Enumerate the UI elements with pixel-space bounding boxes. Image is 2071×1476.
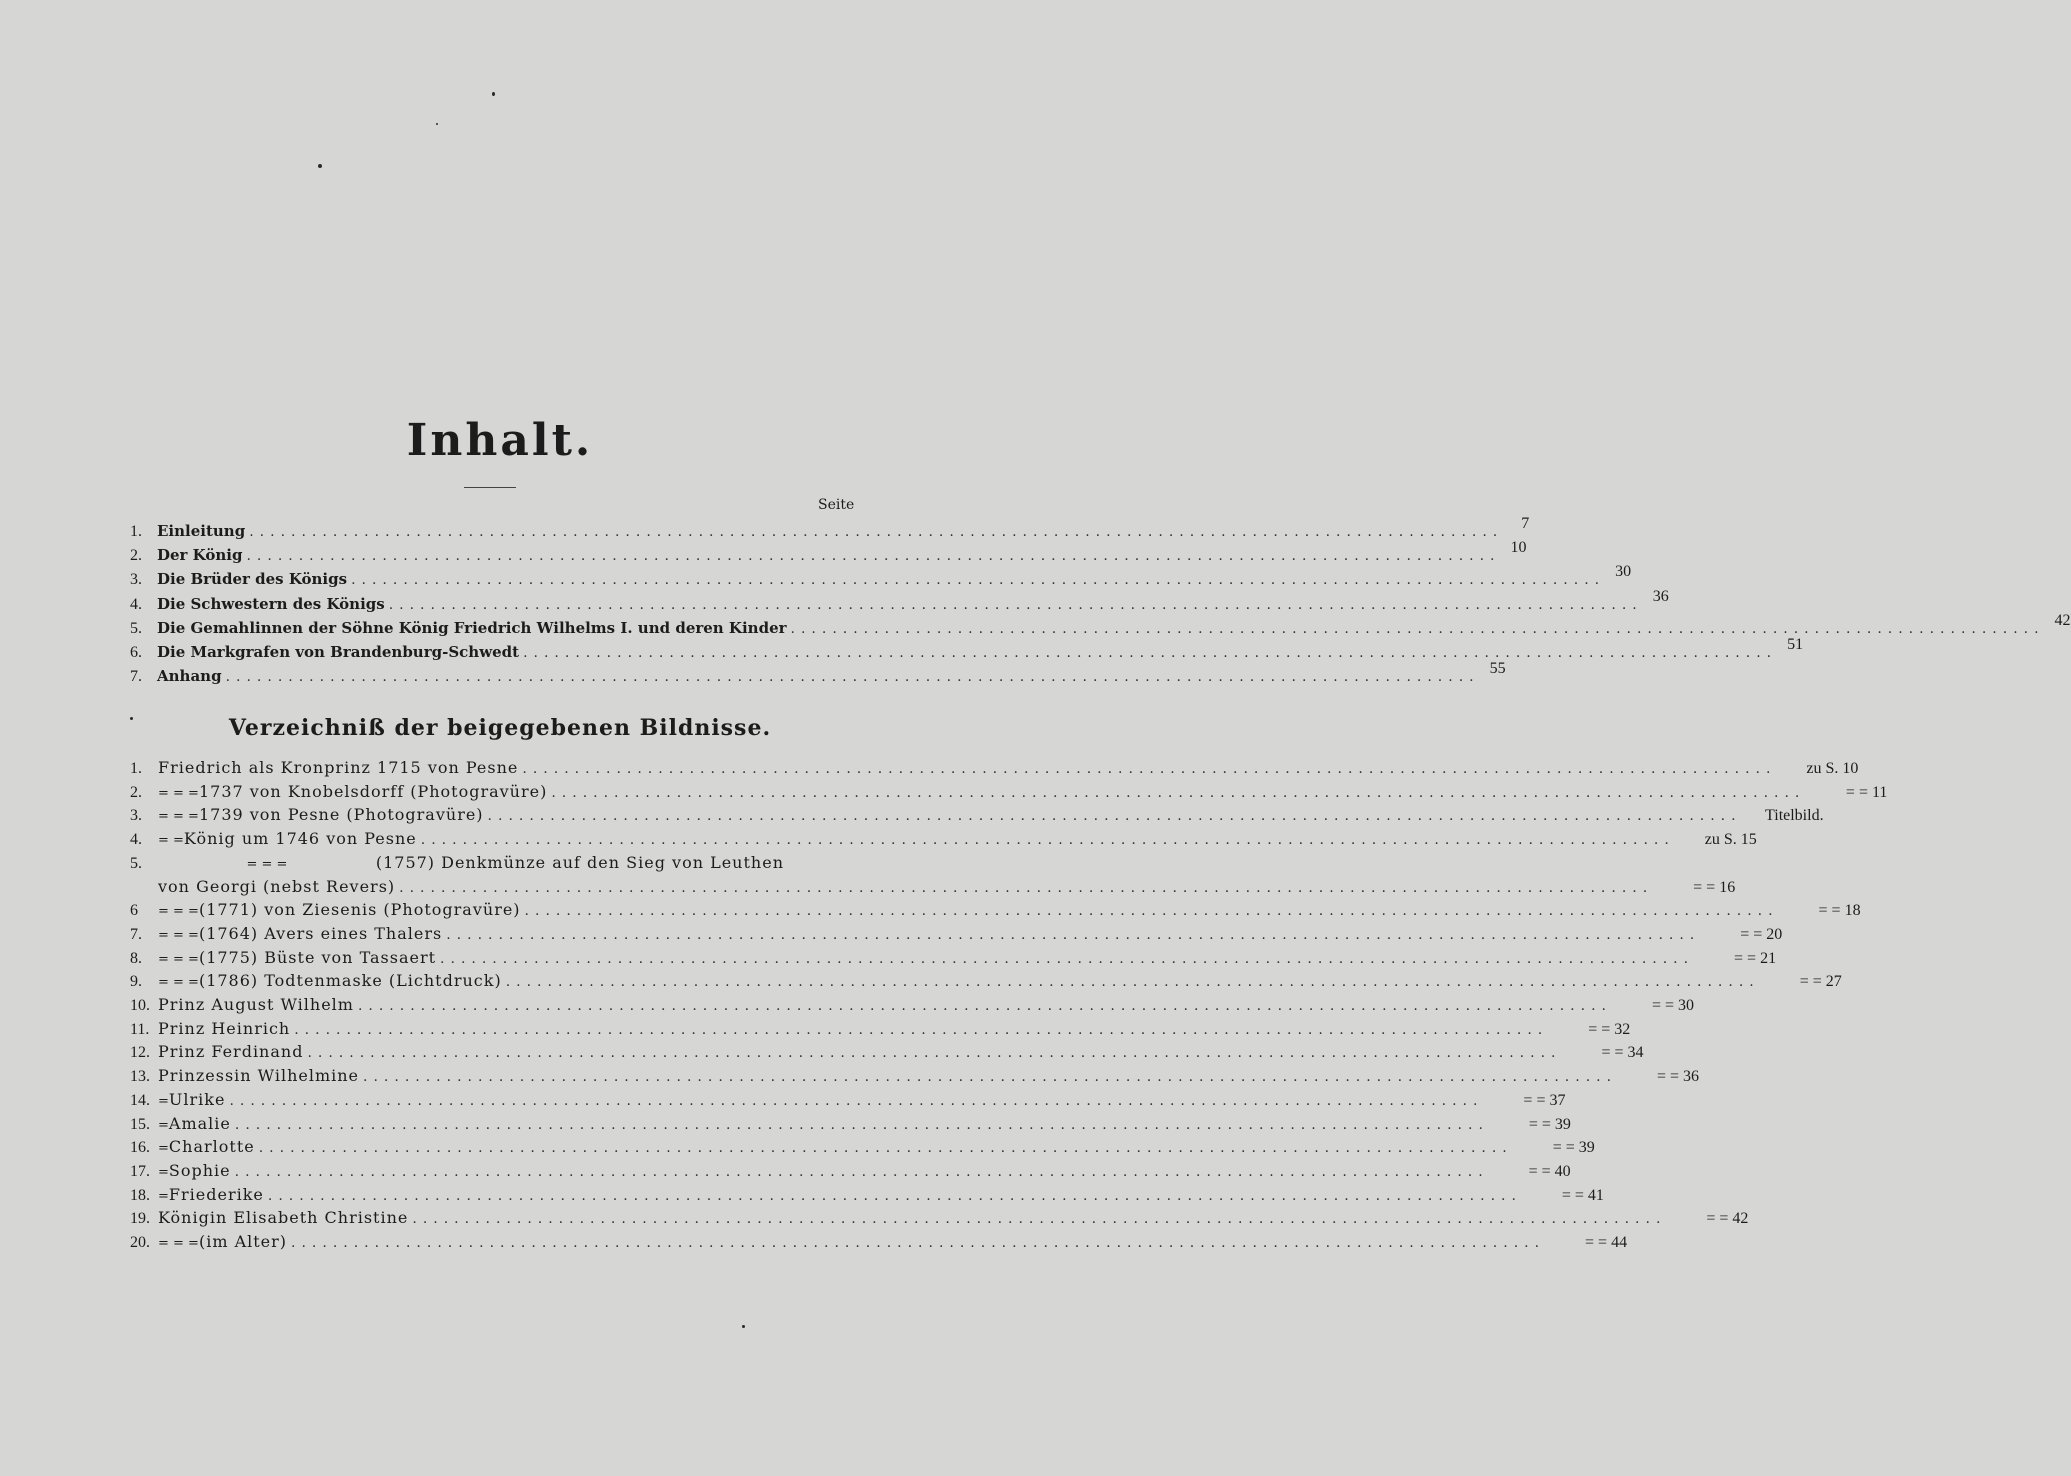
entry-number: 1. bbox=[130, 760, 142, 777]
entry-title: Die Gemahlinnen der Söhne König Friedrich Wilhelms I. und deren Kinder bbox=[157, 618, 787, 637]
entry-title: 1739 von Pesne (Photogravüre) bbox=[198, 805, 484, 825]
entry-page: 51 bbox=[1787, 636, 1804, 653]
entry-reference: Titelbild. bbox=[1765, 807, 1824, 825]
entry-title: Prinzessin Wilhelmine bbox=[158, 1066, 360, 1086]
dot-leader: ........................................................................................................................ bbox=[258, 1140, 1513, 1157]
illustration-entry bbox=[130, 1137, 1595, 1161]
entry-title: (1757) Denkmünze auf den Sieg von Leuthen bbox=[375, 852, 784, 872]
entry-reference: = = 20 bbox=[1740, 925, 1783, 943]
ink-speck bbox=[742, 1325, 745, 1328]
illustration-entry bbox=[130, 1018, 1631, 1043]
entry-title: (1786) Todtenmaske (Lichtdruck) bbox=[198, 971, 502, 991]
entry-page: 42 bbox=[2054, 611, 2071, 629]
entry-title: (1764) Avers eines Thalers bbox=[198, 923, 443, 943]
entry-title: Der König bbox=[157, 546, 243, 565]
entry-reference: zu S. 10 bbox=[1806, 760, 1859, 777]
ditto-marks: = = bbox=[158, 833, 184, 849]
entry-number: 11. bbox=[130, 1020, 150, 1038]
ditto-marks: = = = bbox=[158, 785, 199, 801]
entry-reference: = = 39 bbox=[1528, 1115, 1571, 1133]
dot-leader: ........................................................................................................................ bbox=[524, 903, 1779, 920]
dot-leader: ........................................................................................................................ bbox=[291, 1235, 1546, 1251]
contents-entry bbox=[130, 515, 1530, 546]
entry-title: Prinz Heinrich bbox=[158, 1018, 291, 1038]
entry-reference: = = 21 bbox=[1734, 949, 1777, 967]
dot-leader: ........................................................................................................................ bbox=[294, 1021, 1549, 1038]
ditto-marks: = = = bbox=[158, 809, 199, 825]
illustration-entry bbox=[130, 923, 1783, 948]
illustration-entry bbox=[130, 971, 1842, 995]
ditto-marks: = bbox=[158, 1117, 169, 1133]
entry-number: 5. bbox=[130, 619, 142, 637]
entry-number: 10. bbox=[130, 997, 150, 1014]
entry-title: (im Alter) bbox=[198, 1232, 288, 1251]
entry-number: 1. bbox=[130, 523, 142, 540]
page-column-label: Seite bbox=[818, 497, 855, 513]
illustration-entry bbox=[130, 829, 1757, 853]
entry-number: 2. bbox=[130, 547, 142, 565]
dot-leader: ........................................................................................................................ bbox=[388, 596, 1643, 613]
entry-title: von Georgi (nebst Revers) bbox=[158, 876, 396, 896]
ditto-marks: = = = bbox=[158, 927, 199, 943]
entry-reference: = = 44 bbox=[1585, 1234, 1628, 1251]
dot-leader: ........................................................................................................................ bbox=[551, 784, 1806, 801]
entry-number: 16. bbox=[130, 1139, 150, 1157]
entry-title: (1775) Büste von Tassaert bbox=[198, 947, 437, 967]
dot-leader: ........................................................................................................................ bbox=[234, 1116, 1489, 1133]
illustration-entry bbox=[130, 781, 1888, 806]
ink-speck bbox=[436, 123, 438, 125]
illustration-entry bbox=[130, 1066, 1700, 1090]
dot-leader: ........................................................................................................................ bbox=[420, 832, 1675, 849]
entry-title: Charlotte bbox=[168, 1137, 255, 1157]
ditto-marks: = bbox=[158, 1141, 169, 1157]
entry-title: 1737 von Knobelsdorff (Photogravüre) bbox=[198, 781, 548, 801]
dot-leader: ........................................................................................................................ bbox=[234, 1163, 1489, 1180]
ditto-marks: = = = bbox=[158, 1236, 199, 1251]
dot-leader: ........................................................................................................................ bbox=[246, 548, 1501, 565]
illustration-entry bbox=[130, 947, 1777, 972]
ditto-marks: = bbox=[158, 1188, 169, 1204]
entry-title: Sophie bbox=[168, 1160, 231, 1180]
illustration-entry bbox=[130, 1232, 1628, 1256]
entry-reference: = = 11 bbox=[1845, 783, 1888, 801]
illustration-entry bbox=[130, 758, 1859, 782]
dot-leader: ........................................................................................................................ bbox=[399, 879, 1654, 896]
entry-reference: = = 34 bbox=[1601, 1044, 1644, 1062]
entry-number: 7. bbox=[130, 925, 142, 943]
illustration-entry bbox=[130, 1208, 1749, 1232]
dot-leader: ........................................................................................................................ bbox=[446, 926, 1701, 943]
entry-title: Friederike bbox=[168, 1184, 264, 1204]
ditto-marks: = bbox=[158, 1093, 169, 1109]
entry-number: 3. bbox=[130, 807, 142, 825]
illustration-entry bbox=[130, 995, 1694, 1019]
entry-reference: = = 16 bbox=[1693, 878, 1736, 896]
entry-number: 15. bbox=[130, 1115, 150, 1133]
entry-number: 18. bbox=[130, 1186, 150, 1204]
entry-title: Die Brüder des Königs bbox=[157, 570, 348, 589]
entry-reference: zu S. 15 bbox=[1704, 831, 1757, 849]
dot-leader: ........................................................................................................................ bbox=[412, 1211, 1667, 1228]
entry-reference: = = 42 bbox=[1706, 1210, 1749, 1228]
entry-title: Einleitung bbox=[157, 522, 246, 540]
contents-entry bbox=[130, 539, 1527, 570]
entry-title: Friedrich als Kronprinz 1715 von Pesne bbox=[158, 758, 519, 777]
dot-leader: ........................................................................................................................ bbox=[790, 620, 2045, 637]
entry-number: 6. bbox=[130, 644, 142, 661]
illustration-entry bbox=[130, 876, 1736, 901]
dot-leader: ........................................................................................................................ bbox=[249, 524, 1504, 540]
illustration-entry bbox=[130, 805, 1824, 829]
dot-leader: ........................................................................................................................ bbox=[229, 1092, 1484, 1109]
entry-title: Amalie bbox=[168, 1113, 231, 1133]
entry-title: König um 1746 von Pesne bbox=[183, 829, 417, 849]
entry-reference: = = 37 bbox=[1523, 1091, 1566, 1109]
illustration-entry bbox=[130, 1113, 1571, 1138]
entry-page: 55 bbox=[1489, 660, 1506, 678]
entry-number: 17. bbox=[130, 1162, 150, 1180]
illustration-entry bbox=[130, 1184, 1604, 1209]
entry-number: 6 bbox=[130, 902, 138, 920]
entry-number: 13. bbox=[130, 1068, 150, 1086]
dot-leader: ........................................................................................................................ bbox=[267, 1187, 1522, 1204]
entry-page: 10 bbox=[1510, 539, 1527, 557]
ink-speck bbox=[492, 92, 495, 96]
dot-leader: ........................................................................................................................ bbox=[307, 1045, 1562, 1062]
entry-number: 4. bbox=[130, 831, 142, 849]
entry-title: (1771) von Ziesenis (Photogravüre) bbox=[198, 900, 521, 920]
entry-reference: = = 41 bbox=[1561, 1186, 1604, 1204]
illustration-entry bbox=[130, 900, 1861, 924]
page-title: Inhalt. bbox=[406, 415, 594, 466]
entry-number: 9. bbox=[130, 973, 142, 991]
entry-number: 20. bbox=[130, 1234, 150, 1251]
entry-number: 19. bbox=[130, 1210, 150, 1228]
entry-title: Ulrike bbox=[168, 1089, 226, 1109]
illustration-entry bbox=[130, 853, 862, 877]
illustrations-heading: Verzeichniß der beigegebenen Bildnisse. bbox=[228, 715, 772, 741]
entry-number: 2. bbox=[130, 783, 142, 801]
entry-number: 8. bbox=[130, 949, 142, 967]
entry-number: 14. bbox=[130, 1091, 150, 1109]
entry-title: Prinz August Wilhelm bbox=[158, 995, 354, 1014]
entry-reference: = = 36 bbox=[1657, 1068, 1700, 1086]
entry-reference: = = 39 bbox=[1552, 1139, 1595, 1157]
entry-reference: = = 27 bbox=[1799, 973, 1842, 991]
illustration-entry bbox=[130, 1089, 1566, 1114]
entry-number: 3. bbox=[130, 571, 142, 589]
entry-page: 30 bbox=[1615, 563, 1632, 581]
dot-leader: ........................................................................................................................ bbox=[505, 974, 1760, 991]
contents-entry bbox=[130, 660, 1506, 691]
dot-leader: ........................................................................................................................ bbox=[523, 645, 1778, 661]
entry-number: 4. bbox=[130, 595, 142, 613]
ditto-marks: = = = bbox=[158, 904, 199, 920]
entry-reference: = = 30 bbox=[1651, 997, 1694, 1014]
entry-number: 5. bbox=[130, 854, 142, 872]
entry-title: Anhang bbox=[157, 667, 222, 686]
ditto-marks: = = = bbox=[158, 951, 199, 967]
entry-page: 7 bbox=[1521, 515, 1530, 532]
dot-leader: ........................................................................................................................ bbox=[225, 669, 1480, 686]
entry-reference: = = 32 bbox=[1588, 1020, 1631, 1038]
entry-reference: = = 40 bbox=[1528, 1162, 1571, 1180]
contents-entry bbox=[130, 587, 1669, 619]
ditto-marks: = = = bbox=[158, 975, 199, 991]
ditto-marks: = bbox=[158, 1164, 169, 1180]
contents-entry bbox=[130, 563, 1632, 594]
ditto-marks: = = = bbox=[246, 856, 288, 872]
entry-title: Prinz Ferdinand bbox=[158, 1042, 304, 1062]
entry-title: Die Markgrafen von Brandenburg-Schwedt bbox=[157, 643, 520, 661]
entry-reference: = = 18 bbox=[1818, 902, 1861, 920]
ink-speck bbox=[318, 164, 322, 168]
entry-number: 7. bbox=[130, 668, 142, 686]
title-rule bbox=[464, 487, 516, 488]
entry-number: 12. bbox=[130, 1044, 150, 1062]
illustration-entry bbox=[130, 1160, 1571, 1185]
contents-entry bbox=[130, 636, 1804, 667]
entry-title: Königin Elisabeth Christine bbox=[158, 1208, 409, 1228]
entry-page: 36 bbox=[1652, 587, 1669, 605]
contents-entry bbox=[130, 611, 2071, 643]
dot-leader: ........................................................................................................................ bbox=[351, 572, 1606, 589]
dot-leader: ........................................................................................................................ bbox=[357, 998, 1612, 1014]
dot-leader: ........................................................................................................................ bbox=[363, 1069, 1618, 1086]
dot-leader: ........................................................................................................................ bbox=[440, 950, 1695, 967]
dot-leader: ........................................................................................................................ bbox=[487, 808, 1742, 825]
entry-title: Die Schwestern des Königs bbox=[157, 594, 385, 613]
illustration-entry bbox=[130, 1042, 1644, 1066]
dot-leader: ........................................................................................................................ bbox=[522, 761, 1777, 777]
